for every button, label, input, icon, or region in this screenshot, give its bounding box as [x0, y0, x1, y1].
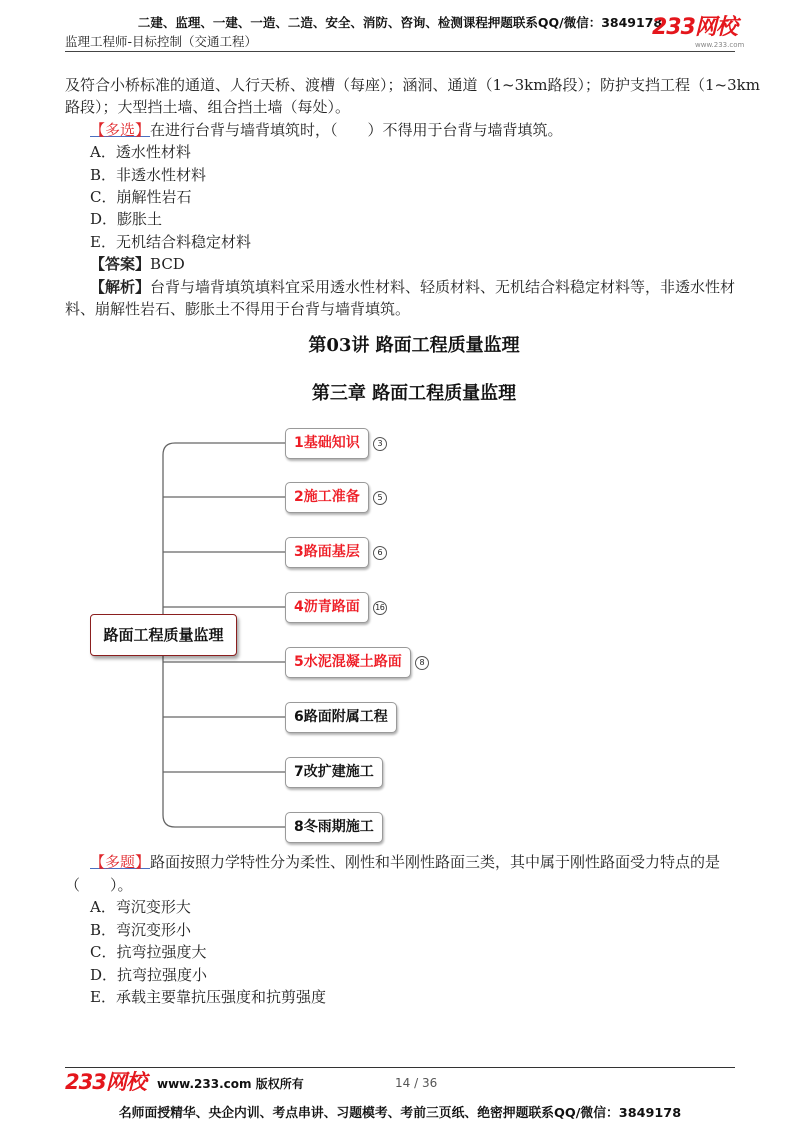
header-logo-url: www.233.com: [695, 41, 745, 49]
option-a: A．弯沉变形大: [90, 898, 191, 916]
footer-logo: 233网校: [65, 1070, 146, 1094]
branch-label: 4沥青路面: [285, 592, 369, 623]
option-c: C．抗弯拉强度大: [90, 943, 207, 961]
footer-divider: [65, 1067, 735, 1068]
lecture-title: 第03讲 路面工程质量监理: [308, 335, 520, 356]
mind-map-branch-3: [285, 537, 387, 568]
header-promo: 二建、监理、一建、一造、二造、安全、消防、咨询、检测课程押题联系QQ/微信：3849178: [137, 15, 663, 30]
question-2-stem: [65, 851, 745, 874]
question-text: 路面按照力学特性分为柔性、刚性和半刚性路面三类，其中属于刚性路面受力特点的是: [150, 853, 721, 871]
answer-label: 【答案】: [90, 255, 151, 274]
topic-count-badge: 5: [373, 491, 387, 505]
option-e: E．无机结合料稳定材料: [90, 232, 251, 251]
topic-count-badge: 3: [373, 437, 387, 451]
intro-line: 路段）；大型挡土墙、组合挡土墙（每处）。: [65, 98, 351, 117]
option-e: E．承载主要靠抗压强度和抗剪强度: [90, 988, 326, 1006]
answer-line: [65, 253, 745, 275]
branch-label: 5水泥混凝土路面: [285, 647, 411, 678]
mind-map-branch-5: [285, 647, 429, 678]
header-logo: 233网校: [652, 15, 737, 40]
mind-map-branch-8: [285, 812, 383, 843]
analysis-text: 台背与墙背填筑填料宜采用透水性材料、轻质材料、无机结合料稳定材料等，非透水性材: [150, 277, 736, 296]
branch-label: 3路面基层: [285, 537, 369, 568]
topic-count-badge: 8: [415, 656, 429, 670]
question-type-tag: 【多选】: [90, 120, 151, 139]
mind-map-branch-6: [285, 702, 397, 733]
question-2-stem-continued: （ ）。: [65, 875, 133, 894]
topic-count-badge: 16: [373, 601, 387, 615]
branch-label: 6路面附属工程: [285, 702, 397, 733]
topic-count-badge: 6: [373, 546, 387, 560]
mind-map-branch-1: [285, 428, 387, 459]
mind-map-root: 路面工程质量监理: [90, 614, 237, 656]
analysis-line: [65, 276, 745, 298]
option-c: C．崩解性岩石: [90, 187, 192, 206]
question-text: 在进行台背与墙背填筑时，（ ）不得用于台背与墙背填筑。: [150, 120, 563, 139]
option-a: A．透水性材料: [90, 143, 191, 162]
option-b: B．弯沉变形小: [90, 920, 192, 939]
branch-label: 7改扩建施工: [285, 757, 383, 788]
mind-map-branch-2: [285, 482, 387, 513]
analysis-label: 【解析】: [90, 277, 151, 296]
branch-label: 2施工准备: [285, 482, 369, 513]
question-type-tag: 【多题】: [90, 853, 151, 871]
branch-label: 8冬雨期施工: [285, 812, 383, 843]
footer-copyright: www.233.com 版权所有: [157, 1077, 304, 1091]
option-d: D．抗弯拉强度小: [90, 965, 208, 984]
intro-line: 及符合小桥标准的通道、人行天桥、渡槽（每座）；涵洞、通道（1~3km路段）；防护支挡工程（1~3km: [65, 76, 760, 94]
content-block-1: [65, 74, 760, 320]
header-divider: [65, 51, 735, 52]
content-block-2: [65, 851, 745, 1009]
mind-map-branch-7: [285, 757, 383, 788]
option-d: D．膨胀土: [90, 210, 163, 229]
branch-label: 1基础知识: [285, 428, 369, 459]
analysis-line-continued: 料、崩解性岩石、膨胀土不得用于台背与墙背填筑。: [65, 299, 411, 318]
header-subtitle: 监理工程师-目标控制（交通工程）: [65, 34, 258, 49]
question-1-stem: [65, 119, 745, 141]
answer-value: BCD: [150, 255, 185, 274]
page-number: 14 / 36: [395, 1076, 438, 1090]
mind-map-branch-4: [285, 592, 387, 623]
footer-promo: 名师面授精华、央企内训、考点串讲、习题模考、考前三页纸、绝密押题联系QQ/微信：3849178: [118, 1106, 682, 1121]
option-b: B．非透水性材料: [90, 165, 207, 184]
chapter-title: 第三章 路面工程质量监理: [311, 383, 517, 404]
